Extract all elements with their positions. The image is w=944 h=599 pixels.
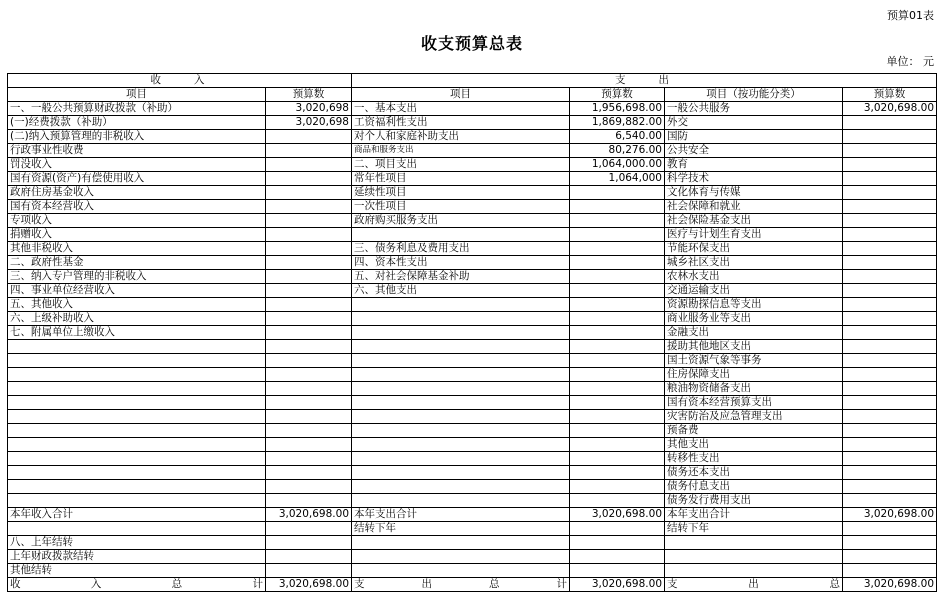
table-row <box>8 172 937 186</box>
table-row <box>8 452 937 466</box>
expense-budget-cell: 3,020,698.00 <box>570 508 665 522</box>
income-item-cell <box>8 354 266 368</box>
expense-budget-cell <box>570 396 665 410</box>
table-row <box>8 102 937 116</box>
func-item-cell: 转移性支出 <box>665 452 843 466</box>
func-item-cell: 教育 <box>665 158 843 172</box>
income-item-cell: 五、其他收入 <box>8 298 266 312</box>
income-budget-cell <box>266 186 352 200</box>
table-row <box>8 368 937 382</box>
income-item-cell <box>8 494 266 508</box>
expense-budget-cell <box>570 354 665 368</box>
table-row <box>8 200 937 214</box>
income-item-cell: 政府住房基金收入 <box>8 186 266 200</box>
expense-item-cell <box>352 228 570 242</box>
expense-budget-cell <box>570 564 665 578</box>
form-number: 预算01表 <box>887 9 934 22</box>
func-item-cell: 其他支出 <box>665 438 843 452</box>
income-budget-cell <box>266 228 352 242</box>
expense-item-cell <box>352 298 570 312</box>
income-budget-cell: 3,020,698 <box>266 102 352 116</box>
func-budget-cell <box>843 200 937 214</box>
table-row <box>8 494 937 508</box>
income-budget-cell <box>266 438 352 452</box>
func-budget-cell <box>843 494 937 508</box>
income-budget-cell <box>266 172 352 186</box>
expense-item-cell <box>352 564 570 578</box>
income-item-cell: 行政事业性收费 <box>8 144 266 158</box>
expense-item-cell: 三、债务利息及费用支出 <box>352 242 570 256</box>
income-item-cell: 一、一般公共预算财政拨款（补助） <box>8 102 266 116</box>
expense-budget-cell <box>570 298 665 312</box>
income-budget-cell <box>266 284 352 298</box>
header-row-sections <box>8 74 937 88</box>
table-row <box>8 564 937 578</box>
budget-table <box>7 73 937 592</box>
expense-item-cell: 对个人和家庭补助支出 <box>352 130 570 144</box>
expense-budget-header: 预算数 <box>570 88 665 102</box>
expense-item-cell <box>352 340 570 354</box>
income-budget-cell <box>266 242 352 256</box>
income-budget-cell <box>266 564 352 578</box>
income-budget-cell <box>266 550 352 564</box>
func-item-cell: 社会保障和就业 <box>665 200 843 214</box>
income-item-cell <box>8 424 266 438</box>
table-row <box>8 354 937 368</box>
expense-budget-cell <box>570 312 665 326</box>
income-item-cell <box>8 340 266 354</box>
expense-budget-cell <box>570 186 665 200</box>
table-row <box>8 340 937 354</box>
table-row <box>8 242 937 256</box>
table-row <box>8 298 937 312</box>
income-budget-cell <box>266 144 352 158</box>
func-item-cell: 本年支出合计 <box>665 508 843 522</box>
income-budget-cell: 3,020,698.00 <box>266 508 352 522</box>
expense-item-cell <box>352 480 570 494</box>
income-item-cell <box>8 410 266 424</box>
income-budget-cell <box>266 396 352 410</box>
expense-budget-cell <box>570 256 665 270</box>
income-item-cell <box>8 466 266 480</box>
expense-item-cell <box>352 452 570 466</box>
income-budget-cell <box>266 298 352 312</box>
income-budget-cell <box>266 340 352 354</box>
expense-budget-cell <box>570 242 665 256</box>
func-budget-cell <box>843 536 937 550</box>
func-item-header: 项目（按功能分类） <box>665 88 843 102</box>
table-row <box>8 522 937 536</box>
func-budget-cell <box>843 354 937 368</box>
expense-item-header: 项目 <box>352 88 570 102</box>
table-row <box>8 228 937 242</box>
income-item-cell <box>8 438 266 452</box>
func-budget-cell <box>843 298 937 312</box>
expense-item-cell: 本年支出合计 <box>352 508 570 522</box>
income-item-cell <box>8 382 266 396</box>
expense-item-cell <box>352 312 570 326</box>
expense-budget-cell <box>570 284 665 298</box>
income-item-cell: 国有资本经营收入 <box>8 200 266 214</box>
func-budget-cell <box>843 438 937 452</box>
func-budget-cell <box>843 312 937 326</box>
expense-budget-cell <box>570 368 665 382</box>
income-item-cell: (二)纳入预算管理的非税收入 <box>8 130 266 144</box>
func-item-cell: 文化体育与传媒 <box>665 186 843 200</box>
expense-budget-cell <box>570 200 665 214</box>
expense-item-cell: 工资福利性支出 <box>352 116 570 130</box>
func-item-cell: 农林水支出 <box>665 270 843 284</box>
expense-item-cell: 五、对社会保障基金补助 <box>352 270 570 284</box>
func-item-cell: 援助其他地区支出 <box>665 340 843 354</box>
func-item-cell: 国有资本经营预算支出 <box>665 396 843 410</box>
income-budget-cell <box>266 368 352 382</box>
func-item-cell: 债务付息支出 <box>665 480 843 494</box>
func-budget-cell <box>843 382 937 396</box>
income-budget-cell <box>266 130 352 144</box>
income-item-cell: 七、附属单位上缴收入 <box>8 326 266 340</box>
income-item-cell: 捐赠收入 <box>8 228 266 242</box>
expense-item-cell <box>352 550 570 564</box>
income-budget-cell <box>266 312 352 326</box>
expense-item-cell <box>352 424 570 438</box>
func-budget-cell <box>843 116 937 130</box>
func-item-cell <box>665 550 843 564</box>
income-budget-cell <box>266 256 352 270</box>
expense-section-header: 支 出 <box>352 74 937 88</box>
expense-item-cell: 政府购买服务支出 <box>352 214 570 228</box>
income-budget-cell <box>266 326 352 340</box>
func-item-cell: 交通运输支出 <box>665 284 843 298</box>
func-budget-cell <box>843 452 937 466</box>
func-item-cell: 科学技术 <box>665 172 843 186</box>
expense-budget-cell <box>570 522 665 536</box>
func-budget-cell <box>843 256 937 270</box>
func-item-cell: 债务还本支出 <box>665 466 843 480</box>
income-budget-cell <box>266 494 352 508</box>
table-row <box>8 270 937 284</box>
income-item-cell: 六、上级补助收入 <box>8 312 266 326</box>
income-item-cell: 罚没收入 <box>8 158 266 172</box>
income-item-cell: 本年收入合计 <box>8 508 266 522</box>
income-budget-cell <box>266 158 352 172</box>
func-budget-cell <box>843 228 937 242</box>
func-item-cell: 商业服务业等支出 <box>665 312 843 326</box>
expense-item-cell: 一、基本支出 <box>352 102 570 116</box>
income-budget-cell <box>266 466 352 480</box>
func-item-cell: 城乡社区支出 <box>665 256 843 270</box>
expense-budget-cell <box>570 228 665 242</box>
func-budget-cell <box>843 424 937 438</box>
func-item-cell: 粮油物资储备支出 <box>665 382 843 396</box>
expense-budget-cell <box>570 382 665 396</box>
expense-item-cell <box>352 438 570 452</box>
table-row <box>8 312 937 326</box>
header-row-columns <box>8 88 937 102</box>
func-item-cell <box>665 536 843 550</box>
income-item-cell: (一)经费拨款（补助） <box>8 116 266 130</box>
table-row <box>8 466 937 480</box>
expense-item-cell <box>352 536 570 550</box>
func-budget-cell <box>843 480 937 494</box>
table-row <box>8 326 937 340</box>
income-item-cell: 国有资源(资产)有偿使用收入 <box>8 172 266 186</box>
income-budget-cell <box>266 424 352 438</box>
income-budget-cell <box>266 200 352 214</box>
expense-budget-cell <box>570 452 665 466</box>
expense-item-cell: 结转下年 <box>352 522 570 536</box>
table-row <box>8 410 937 424</box>
expense-item-cell: 六、其他支出 <box>352 284 570 298</box>
table-row <box>8 214 937 228</box>
func-item-cell: 医疗与计划生育支出 <box>665 228 843 242</box>
expense-budget-cell: 80,276.00 <box>570 144 665 158</box>
income-item-cell <box>8 452 266 466</box>
income-item-header: 项目 <box>8 88 266 102</box>
expense-budget-cell <box>570 480 665 494</box>
expense-budget-cell: 6,540.00 <box>570 130 665 144</box>
expense-budget-cell <box>570 214 665 228</box>
func-budget-cell <box>843 144 937 158</box>
income-budget-header: 预算数 <box>266 88 352 102</box>
func-budget-cell <box>843 522 937 536</box>
expense-budget-cell <box>570 536 665 550</box>
income-item-cell <box>8 522 266 536</box>
income-item-cell: 四、事业单位经营收入 <box>8 284 266 298</box>
expense-budget-cell: 1,956,698.00 <box>570 102 665 116</box>
expense-item-cell <box>352 410 570 424</box>
expense-item-cell: 支 出 总 计 <box>352 578 570 592</box>
income-budget-cell <box>266 410 352 424</box>
func-item-cell: 灾害防治及应急管理支出 <box>665 410 843 424</box>
expense-item-cell: 常年性项目 <box>352 172 570 186</box>
income-budget-cell <box>266 382 352 396</box>
expense-item-cell <box>352 368 570 382</box>
expense-item-cell: 延续性项目 <box>352 186 570 200</box>
expense-budget-cell: 1,064,000.00 <box>570 158 665 172</box>
table-row <box>8 256 937 270</box>
func-budget-cell <box>843 158 937 172</box>
expense-budget-cell <box>570 424 665 438</box>
func-budget-cell <box>843 172 937 186</box>
expense-item-cell <box>352 466 570 480</box>
income-budget-cell: 3,020,698.00 <box>266 578 352 592</box>
table-row <box>8 550 937 564</box>
expense-budget-cell <box>570 438 665 452</box>
expense-item-cell <box>352 354 570 368</box>
func-budget-cell: 3,020,698.00 <box>843 102 937 116</box>
func-item-cell: 金融支出 <box>665 326 843 340</box>
expense-budget-cell <box>570 340 665 354</box>
income-item-cell: 收 入 总 计 <box>8 578 266 592</box>
func-item-cell: 支 出 总 <box>665 578 843 592</box>
expense-item-cell: 一次性项目 <box>352 200 570 214</box>
func-budget-cell <box>843 564 937 578</box>
func-item-cell: 节能环保支出 <box>665 242 843 256</box>
expense-budget-cell <box>570 326 665 340</box>
func-item-cell: 资源勘探信息等支出 <box>665 298 843 312</box>
func-item-cell: 外交 <box>665 116 843 130</box>
expense-item-cell <box>352 326 570 340</box>
func-budget-header: 预算数 <box>843 88 937 102</box>
func-item-cell: 结转下年 <box>665 522 843 536</box>
page-title: 收支预算总表 <box>420 34 523 53</box>
table-row <box>8 438 937 452</box>
func-budget-cell <box>843 550 937 564</box>
func-budget-cell <box>843 326 937 340</box>
income-section-header: 收 入 <box>8 74 352 88</box>
income-item-cell: 专项收入 <box>8 214 266 228</box>
expense-item-cell: 四、资本性支出 <box>352 256 570 270</box>
income-item-cell <box>8 368 266 382</box>
func-budget-cell <box>843 396 937 410</box>
expense-item-cell: 二、项目支出 <box>352 158 570 172</box>
func-budget-cell <box>843 340 937 354</box>
income-item-cell: 上年财政拨款结转 <box>8 550 266 564</box>
func-item-cell: 预备费 <box>665 424 843 438</box>
table-row <box>8 144 937 158</box>
expense-budget-cell <box>570 466 665 480</box>
table-row <box>8 578 937 592</box>
table-row <box>8 116 937 130</box>
func-item-cell: 社会保险基金支出 <box>665 214 843 228</box>
func-item-cell: 公共安全 <box>665 144 843 158</box>
income-budget-cell <box>266 452 352 466</box>
func-budget-cell <box>843 410 937 424</box>
table-row <box>8 186 937 200</box>
func-item-cell: 国防 <box>665 130 843 144</box>
func-budget-cell <box>843 466 937 480</box>
func-budget-cell <box>843 130 937 144</box>
func-item-cell: 国土资源气象等事务 <box>665 354 843 368</box>
func-budget-cell <box>843 368 937 382</box>
expense-budget-cell: 3,020,698.00 <box>570 578 665 592</box>
table-row <box>8 284 937 298</box>
func-budget-cell <box>843 186 937 200</box>
income-budget-cell <box>266 480 352 494</box>
income-budget-cell <box>266 270 352 284</box>
income-item-cell <box>8 396 266 410</box>
func-item-cell: 住房保障支出 <box>665 368 843 382</box>
func-budget-cell: 3,020,698.00 <box>843 508 937 522</box>
income-budget-cell <box>266 214 352 228</box>
expense-item-cell <box>352 494 570 508</box>
table-row <box>8 396 937 410</box>
income-item-cell: 其他非税收入 <box>8 242 266 256</box>
expense-budget-cell: 1,869,882.00 <box>570 116 665 130</box>
func-budget-cell <box>843 284 937 298</box>
func-budget-cell: 3,020,698.00 <box>843 578 937 592</box>
income-item-cell: 其他结转 <box>8 564 266 578</box>
table-row <box>8 158 937 172</box>
expense-budget-cell <box>570 410 665 424</box>
expense-budget-cell <box>570 270 665 284</box>
table-row <box>8 508 937 522</box>
income-budget-cell <box>266 354 352 368</box>
income-budget-cell <box>266 536 352 550</box>
income-item-cell: 二、政府性基金 <box>8 256 266 270</box>
table-row <box>8 130 937 144</box>
expense-budget-cell: 1,064,000 <box>570 172 665 186</box>
expense-budget-cell <box>570 550 665 564</box>
expense-item-cell: 商品和服务支出 <box>352 144 570 158</box>
income-budget-cell: 3,020,698 <box>266 116 352 130</box>
income-item-cell: 八、上年结转 <box>8 536 266 550</box>
expense-budget-cell <box>570 494 665 508</box>
func-budget-cell <box>843 270 937 284</box>
table-row <box>8 536 937 550</box>
table-row <box>8 382 937 396</box>
func-item-cell <box>665 564 843 578</box>
expense-item-cell <box>352 396 570 410</box>
unit-label: 单位： 元 <box>886 55 934 68</box>
income-budget-cell <box>266 522 352 536</box>
income-item-cell <box>8 480 266 494</box>
income-item-cell: 三、纳入专户管理的非税收入 <box>8 270 266 284</box>
table-row <box>8 424 937 438</box>
table-row <box>8 480 937 494</box>
func-item-cell: 债务发行费用支出 <box>665 494 843 508</box>
func-item-cell: 一般公共服务 <box>665 102 843 116</box>
expense-item-cell <box>352 382 570 396</box>
func-budget-cell <box>843 242 937 256</box>
func-budget-cell <box>843 214 937 228</box>
